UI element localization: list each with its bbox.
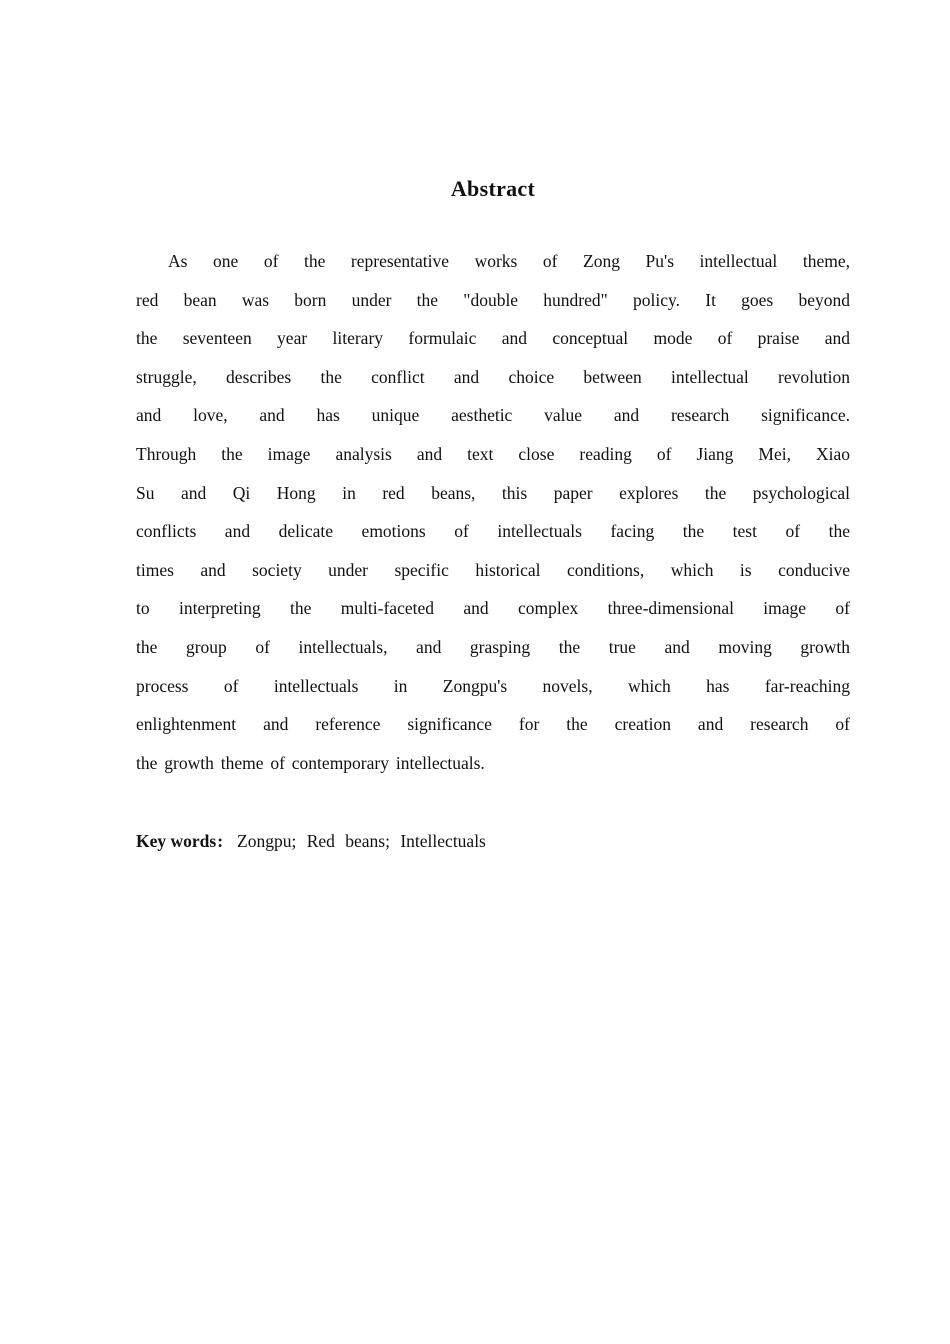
abstract-line: Through the image analysis and text close reading of Jiang Mei, Xiao	[136, 443, 850, 464]
abstract-line: struggle, describes the conflict and choice between intellectual revolution	[136, 366, 850, 387]
abstract-line: enlightenment and reference significance for the creation and research of	[136, 714, 850, 735]
keywords-label: Key words	[136, 831, 217, 851]
abstract-line: the seventeen year literary formulaic and conceptual mode of praise and	[136, 328, 850, 349]
abstract-paragraph	[136, 242, 850, 782]
abstract-line: As one of the representative works of Zong Pu's intellectual theme,	[168, 251, 850, 271]
abstract-line: times and society under specific historical conditions, which is conducive	[136, 559, 850, 580]
page-title: Abstract	[450, 175, 536, 201]
abstract-line: process of intellectuals in Zongpu's novels, which has far-reaching	[136, 675, 850, 696]
abstract-line: the group of intellectuals, and grasping the true and moving growth	[136, 636, 850, 657]
abstract-line: Su and Qi Hong in red beans, this paper explores the psychological	[136, 482, 850, 503]
keywords-line	[136, 822, 850, 861]
keywords-separator: :	[217, 831, 224, 851]
abstract-line: red bean was born under the "double hundred" policy. It goes beyond	[136, 289, 850, 310]
abstract-line: the growth theme of contemporary intellectuals.	[136, 752, 485, 773]
keywords-value: Zongpu; Red beans; Intellectuals	[237, 831, 486, 851]
abstract-line: and love, and has unique aesthetic value and research significance.	[136, 405, 850, 426]
abstract-line: to interpreting the multi-faceted and complex three-dimensional image of	[136, 598, 850, 619]
abstract-line: conflicts and delicate emotions of intellectuals facing the test of the	[136, 521, 850, 542]
